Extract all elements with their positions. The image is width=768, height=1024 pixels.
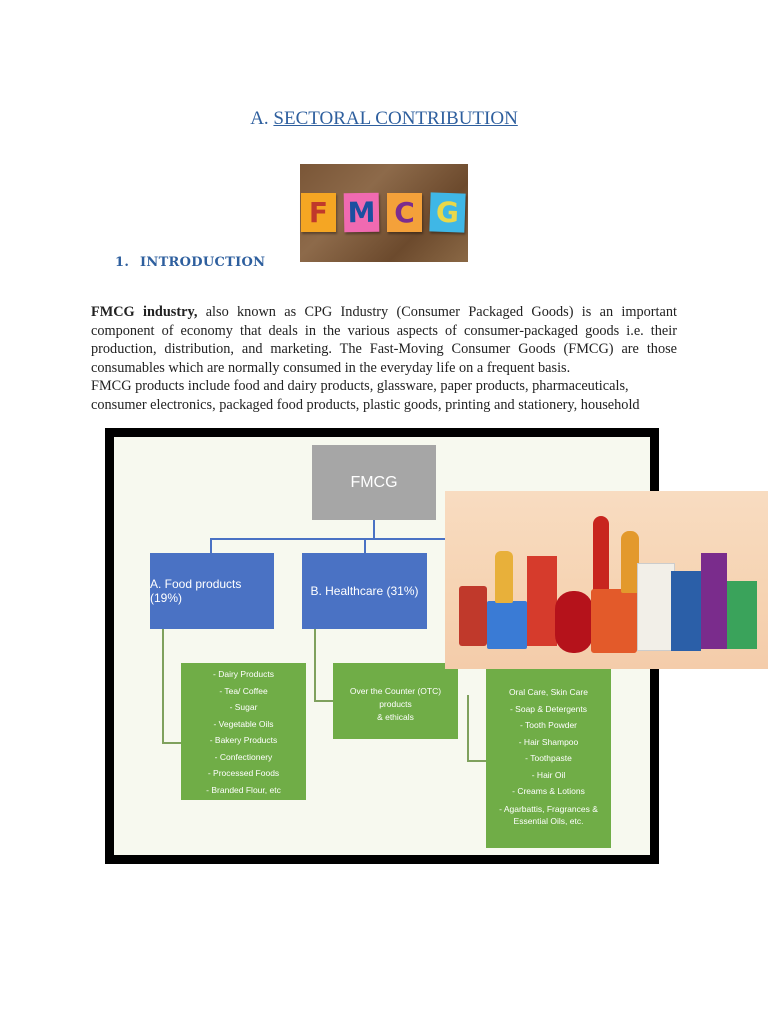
product-bottle [593, 516, 609, 596]
connector-healthcare [364, 538, 366, 553]
section-heading-a [0, 108, 768, 130]
healthcare-item: Over the Counter (OTC) products [349, 686, 442, 709]
food-item: - Processed Foods [207, 768, 280, 778]
food-items-box [181, 663, 306, 800]
connector-personal-items-h [467, 760, 487, 762]
food-item: - Tea/ Coffee [219, 685, 268, 696]
personal-care-item: - Hair Oil [531, 769, 566, 780]
connector-healthcare-items [314, 629, 316, 701]
food-item: - Confectionery [214, 751, 273, 762]
heading-prefix: A. [250, 108, 269, 129]
chart-root-box: FMCG [312, 445, 436, 520]
personal-care-item: Oral Care, Skin Care [509, 687, 588, 697]
healthcare-items-box [333, 663, 458, 739]
food-products-box: A. Food products (19%) [150, 553, 274, 629]
food-item: - Dairy Products [213, 669, 274, 679]
product-pack [701, 553, 727, 649]
connector-food [210, 538, 212, 553]
connector-healthcare-items-h [314, 700, 334, 702]
sticky-note-c: C [387, 193, 422, 232]
personal-care-item: - Toothpaste [525, 753, 572, 763]
paragraph-text-2-line-2: consumer electronics, packaged food products, plastic goods, printing and stationery, household [91, 396, 640, 413]
paragraph-text-1: also known as CPG Industry (Consumer Packaged Goods) is an important component of economy that deals in the various aspects of consumer-packaged goods i.e. their production, distribution, and marketing. The Fast-Moving Consumer Goods (FMCG) are those consumables which are normally consumed in the everyday life on a frequent basis. [91, 304, 677, 376]
food-item: - Bakery Products [209, 735, 278, 745]
connector-personal-items [467, 695, 469, 761]
product-box [727, 581, 757, 649]
product-box [637, 563, 675, 651]
section-number: 1. [115, 255, 130, 270]
food-item: - Vegetable Oils [213, 718, 274, 729]
paragraph-text-2-line-1: FMCG products include food and dairy products, glassware, paper products, pharmaceuticals, [91, 378, 629, 394]
personal-care-item: - Agarbattis, Fragrances & [499, 803, 598, 814]
sticky-note-f: F [301, 193, 336, 232]
sticky-note-m: M [344, 193, 380, 233]
product-box [591, 589, 637, 653]
heading-title: SECTORAL CONTRIBUTION [273, 108, 518, 129]
product-bottle [459, 586, 487, 646]
section-heading-introduction [115, 255, 265, 270]
product-bottle [495, 551, 513, 603]
personal-care-item: Essential Oils, etc. [513, 815, 584, 826]
product-box [671, 571, 701, 651]
connector-root-down [373, 520, 375, 539]
sticky-note-g: G [429, 192, 465, 232]
connector-food-items [162, 629, 164, 743]
food-item: - Sugar [229, 702, 258, 712]
fmcg-products-photo [445, 491, 768, 669]
food-item: - Branded Flour, etc [206, 784, 281, 795]
product-box [487, 601, 527, 649]
personal-care-item: - Hair Shampoo [518, 736, 579, 747]
personal-care-items-box [486, 667, 611, 848]
personal-care-item: - Tooth Powder [519, 720, 577, 730]
healthcare-box: B. Healthcare (31%) [302, 553, 427, 629]
personal-care-item: - Soap & Detergents [509, 703, 587, 714]
product-jar [555, 591, 593, 653]
personal-care-item: - Creams & Lotions [512, 786, 585, 796]
section-title: INTRODUCTION [140, 255, 266, 270]
fmcg-sticky-notes-image [300, 164, 468, 262]
product-pack [527, 556, 557, 646]
introduction-paragraph [91, 303, 677, 414]
healthcare-item: & ethicals [377, 712, 414, 722]
connector-food-items-h [162, 742, 182, 744]
paragraph-bold-lead: FMCG industry, [91, 304, 198, 320]
